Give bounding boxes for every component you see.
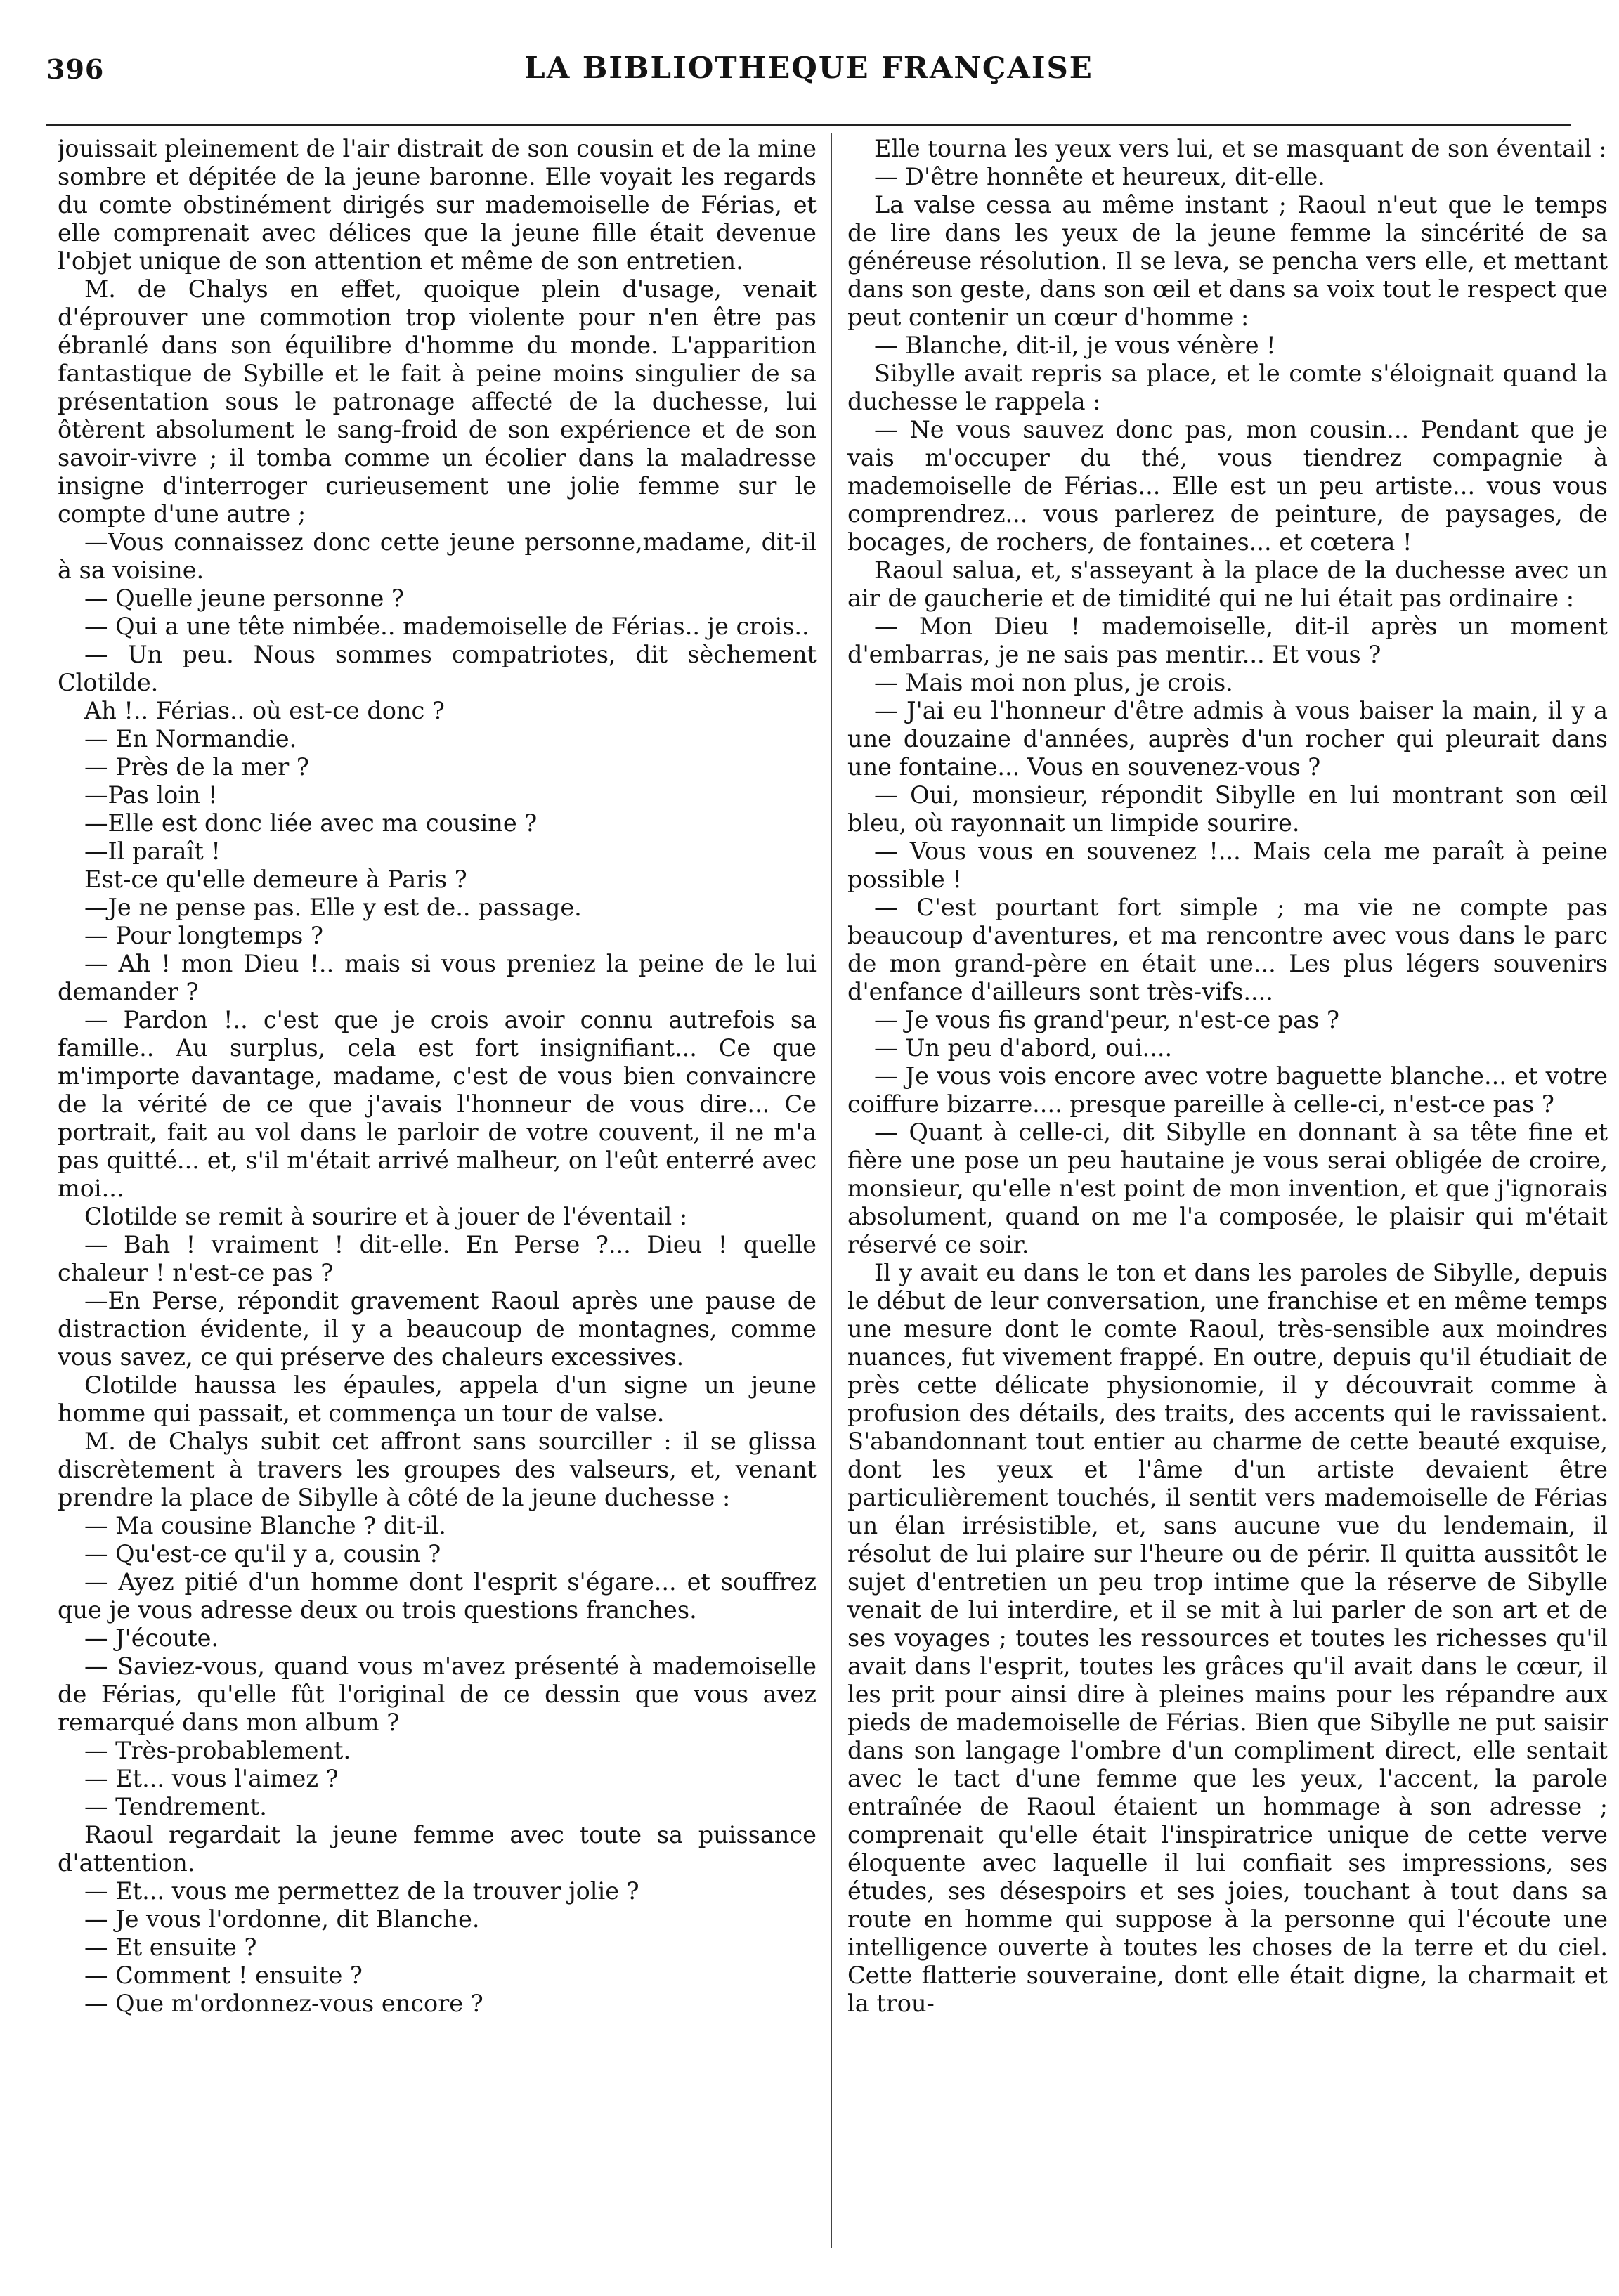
paragraph: — Et... vous l'aimez ?: [84, 1765, 339, 1792]
paragraph: Est-ce qu'elle demeure à Paris ?: [84, 866, 467, 893]
paragraph: — Et ensuite ?: [84, 1933, 257, 1961]
column-divider: [831, 133, 832, 2248]
paragraph: — Et... vous me permettez de la trouver jolie ?: [84, 1877, 639, 1905]
paragraph: Clotilde se remit à sourire et à jouer de l'éventail :: [84, 1203, 688, 1230]
paragraph: — Comment ! ensuite ?: [84, 1962, 363, 1989]
paragraph: — En Normandie.: [84, 725, 297, 752]
paragraph: — J'ai eu l'honneur d'être admis à vous baiser la main, il y a une douzaine d'années, auprès d'un rocher qui pleurait dans une fontaine... Vous en souvenez-vous ?: [847, 697, 1608, 781]
paragraph: —Elle est donc liée avec ma cousine ?: [84, 809, 538, 837]
paragraph: — Je vous fis grand'peur, n'est-ce pas ?: [874, 1006, 1339, 1033]
paragraph: — Vous vous en souvenez !... Mais cela me paraît à peine possible !: [847, 837, 1608, 893]
paragraph: — Ne vous sauvez donc pas, mon cousin... Pendant que je vais m'occuper du thé, vous tiendrez compagnie à mademoiselle de Férias... Elle est un peu artiste... vous vous comprendrez... vous parlerez de peinture, de paysages, de bocages, de rochers, de fontaines... et cœtera !: [847, 416, 1608, 556]
paragraph: —Il paraît !: [84, 837, 221, 865]
paragraph: —Je ne pense pas. Elle y est de.. passage.: [84, 894, 582, 921]
paragraph: Elle tourna les yeux vers lui, et se masquant de son éventail :: [874, 135, 1607, 162]
paragraph: — Ayez pitié d'un homme dont l'esprit s'égare... et souffrez que je vous adresse deux ou trois questions franches.: [58, 1568, 817, 1624]
paragraph: — Quelle jeune personne ?: [84, 585, 404, 612]
paragraph: — Mais moi non plus, je crois.: [874, 669, 1233, 696]
paragraph: — Mon Dieu ! mademoiselle, dit-il après un moment d'embarras, je ne sais pas mentir... Et vous ?: [847, 613, 1608, 668]
paragraph: — Oui, monsieur, répondit Sibylle en lui montrant son œil bleu, où rayonnait un limpide sourire.: [847, 781, 1608, 837]
paragraph: — Tendrement.: [84, 1793, 267, 1820]
paragraph: —En Perse, répondit gravement Raoul après une pause de distraction évidente, il y a beaucoup de montagnes, comme vous savez, ce qui préserve des chaleurs excessives.: [58, 1287, 817, 1371]
paragraph: Clotilde haussa les épaules, appela d'un signe un jeune homme qui passait, et commença un tour de valse.: [58, 1371, 817, 1427]
paragraph: — Je vous l'ordonne, dit Blanche.: [84, 1905, 480, 1933]
paragraph: — Saviez-vous, quand vous m'avez présenté à mademoiselle de Férias, qu'elle fût l'original de ce dessin que vous avez remarqué dans mon album ?: [58, 1652, 817, 1736]
paragraph: Raoul regardait la jeune femme avec toute sa puissance d'attention.: [58, 1821, 817, 1877]
paragraph: —Vous connaissez donc cette jeune personne,madame, dit-il à sa voisine.: [58, 528, 817, 584]
paragraph: Il y avait eu dans le ton et dans les paroles de Sibylle, depuis le début de leur conversation, une franchise et en même temps une mesure dont le comte Raoul, très-sensible aux moindres nuances, fut vivement frappé. En outre, depuis qu'il étudiait de près cette délicate physionomie, il y découvrait comme à profusion des détails, des traits, des accents qui le ravissaient. S'abandonnant tout entier au charme de cette beauté exquise, dont les yeux et l'âme d'un artiste devaient être particulièrement touchés, il sentit vers mademoiselle de Férias un élan irrésistible, et, sans aucune vue du lendemain, il résolut de lui plaire sur l'heure ou de périr. Il quitta aussitôt le sujet d'entretien un peu trop intime que la réserve de Sibylle venait de lui interdire, et il se mit à lui parler de son art et de ses voyages ; toutes les ressources et toutes les richesses qu'il avait dans l'esprit, toutes les grâces qu'il avait dans le cœur, il les prit pour ainsi dire à pleines mains pour les répandre aux pieds de mademoiselle de Férias. Bien que Sibylle ne put saisir dans son langage l'ombre d'un compliment direct, elle sentait avec le tact d'une femme que les yeux, l'accent, la parole entraînée de Raoul étaient un hommage à son adresse ; comprenait qu'elle était l'inspiratrice unique de cette verve éloquente avec laquelle il lui confiait ses impressions, ses études, ses désespoirs et ses joies, touchant à tout dans sa route en homme qui suppose à la personne qui l'écoute une intelligence ouverte à toutes les choses de la terre et du ciel. Cette flatterie souveraine, dont elle était digne, la charmait et la trou-: [847, 1259, 1608, 2017]
paragraph: —Pas loin !: [84, 781, 218, 809]
paragraph: — Blanche, dit-il, je vous vénère !: [874, 332, 1276, 359]
paragraph: — Qui a une tête nimbée.. mademoiselle de Férias.. je crois..: [84, 613, 810, 640]
paragraph: — J'écoute.: [84, 1624, 219, 1652]
paragraph: — Pardon !.. c'est que je crois avoir connu autrefois sa famille.. Au surplus, cela est fort insignifiant... Ce que m'importe davantage, madame, c'est de vous bien convaincre de la vérité de ce que j'avais l'honneur de vous dire... Ce portrait, fait au vol dans le parloir de votre couvent, il ne m'a pas quitté... et, s'il m'était arrivé malheur, on l'eût enterré avec moi...: [58, 1006, 817, 1202]
paragraph: — Près de la mer ?: [84, 753, 309, 781]
paragraph: — Que m'ordonnez-vous encore ?: [84, 1990, 483, 2017]
paragraph: — Bah ! vraiment ! dit-elle. En Perse ?... Dieu ! quelle chaleur ! n'est-ce pas ?: [58, 1231, 817, 1286]
paragraph: — D'être honnête et heureux, dit-elle.: [874, 163, 1325, 190]
paragraph: — Un peu d'abord, oui....: [874, 1034, 1173, 1062]
paragraph: M. de Chalys subit cet affront sans sourciller : il se glissa discrètement à travers les groupes des valseurs, et, venant prendre la place de Sibylle à côté de la jeune duchesse :: [58, 1428, 817, 1511]
running-title: LA BIBLIOTHEQUE FRANÇAISE: [524, 51, 1093, 85]
paragraph: Ah !.. Férias.. où est-ce donc ?: [84, 697, 445, 724]
page-header: [46, 45, 1571, 94]
left-column: [58, 135, 817, 2257]
paragraph: jouissait pleinement de l'air distrait de son cousin et de la mine sombre et dépitée de la jeune baronne. Elle voyait les regards du comte obstinément dirigés sur mademoiselle de Férias, et elle comprenait avec délices que la jeune fille était devenue l'objet unique de son attention et même de son entretien.: [58, 135, 817, 275]
paragraph: — C'est pourtant fort simple ; ma vie ne compte pas beaucoup d'aventures, et ma rencontre avec vous dans le parc de mon grand-père en était une... Les plus légers souvenirs d'enfance d'ailleurs sont très-vifs....: [847, 894, 1608, 1005]
paragraph: La valse cessa au même instant ; Raoul n'eut que le temps de lire dans les yeux de la jeune femme la sincérité de sa généreuse résolution. Il se leva, se pencha vers elle, et mettant dans son geste, dans son œil et dans sa voix tout le respect que peut contenir un cœur d'homme :: [847, 191, 1608, 331]
paragraph: M. de Chalys en effet, quoique plein d'usage, venait d'éprouver une commotion trop violente pour n'en être pas ébranlé dans son équilibre d'homme du monde. L'apparition fantastique de Sybille et le fait à peine moins singulier de sa présentation sous le patronage affecté de la duchesse, lui ôtèrent absolument le sang-froid de son expérience et de son savoir-vivre ; il tomba comme un écolier dans la maladresse insigne d'interroger curieusement une jolie femme sur le compte d'une autre ;: [58, 275, 817, 528]
right-column: [847, 135, 1608, 2257]
paragraph: — Ah ! mon Dieu !.. mais si vous preniez la peine de le lui demander ?: [58, 950, 817, 1005]
paragraph: Sibylle avait repris sa place, et le comte s'éloignait quand la duchesse le rappela :: [847, 360, 1608, 415]
paragraph: — Très-probablement.: [84, 1737, 351, 1764]
page-number: 396: [46, 53, 105, 85]
paragraph: Raoul salua, et, s'asseyant à la place de la duchesse avec un air de gaucherie et de timidité qui ne lui était pas ordinaire :: [847, 556, 1608, 612]
paragraph: — Quant à celle-ci, dit Sibylle en donnant à sa tête fine et fière une pose un peu hautaine je vous serai obligée de croire, monsieur, qu'elle n'est point de mon invention, et que j'ignorais absolument, quand on me l'a composée, le plaisir qui m'était réservé ce soir.: [847, 1118, 1608, 1258]
header-rule: [46, 124, 1571, 126]
paragraph: — Je vous vois encore avec votre baguette blanche... et votre coiffure bizarre.... presque pareille à celle-ci, n'est-ce pas ?: [847, 1062, 1608, 1118]
paragraph: — Un peu. Nous sommes compatriotes, dit sèchement Clotilde.: [58, 641, 817, 696]
paragraph: — Pour longtemps ?: [84, 922, 323, 949]
paragraph: — Ma cousine Blanche ? dit-il.: [84, 1512, 446, 1539]
paragraph: — Qu'est-ce qu'il y a, cousin ?: [84, 1540, 441, 1567]
